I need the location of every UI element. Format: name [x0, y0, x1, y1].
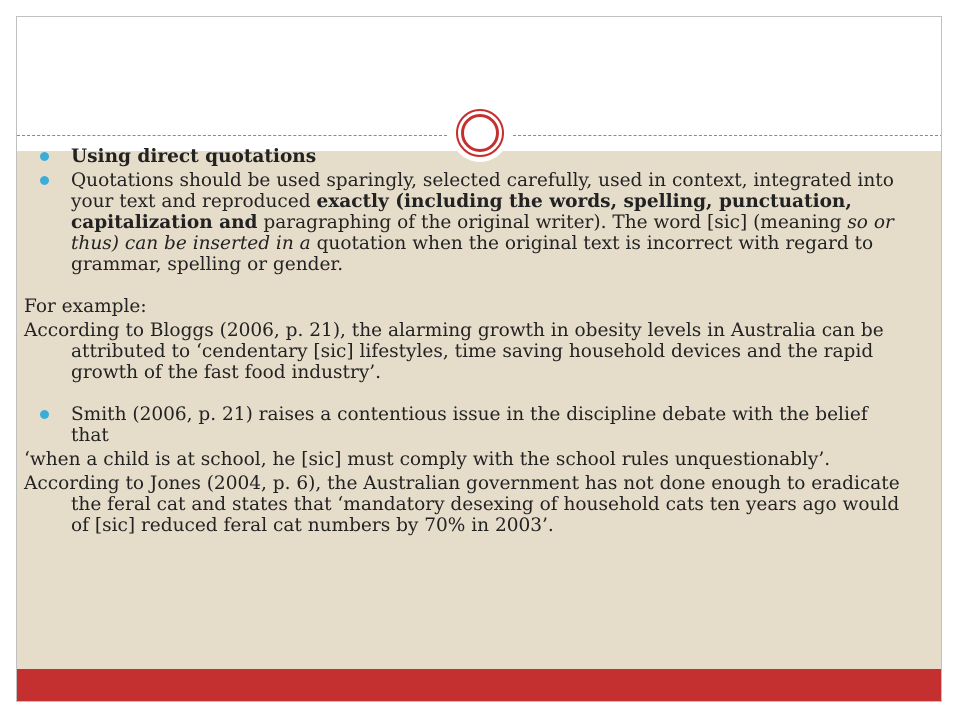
- bullet-dot-icon: [40, 176, 49, 185]
- quotation-rules-item: [24, 170, 904, 275]
- smith-item: [24, 404, 904, 446]
- divider-right: [513, 135, 942, 136]
- body-text: [24, 146, 904, 536]
- rules-text-a: Quotations should be used sparingly, selected carefully, used in context, integrated into your text and reproduced: [71, 170, 894, 212]
- rules-text-e: quotation when the original text is incorrect with regard to grammar, spelling or gender.: [71, 233, 874, 275]
- rules-text-c: paragraphing of the original writer). The word [sic] (meaning: [257, 212, 848, 233]
- rules-text-bold: exactly (including the words, spelling, punctuation, capitalization and: [71, 191, 852, 233]
- for-example-label: For example:: [24, 296, 147, 317]
- bullet-dot-icon: [40, 152, 49, 161]
- footer-bar: [17, 669, 942, 701]
- jones-example: According to Jones (2004, p. 6), the Australian government has not done enough to eradicate the feral cat and states that ‘mandatory desexing of household cats ten years ago would of [sic] reduced feral cat numbers by 70% in 2003’.: [24, 473, 900, 536]
- heading-text: Using direct quotations: [71, 146, 317, 167]
- bullet-dot-icon: [40, 410, 49, 419]
- bloggs-example: According to Bloggs (2006, p. 21), the alarming growth in obesity levels in Australia can be attributed to ‘cendentary [sic] lifestyles, time saving household devices and the rapid growth of the fast food industry’.: [24, 320, 884, 383]
- smith-text: Smith (2006, p. 21) raises a contentious issue in the discipline debate with the belief that: [71, 404, 868, 446]
- heading-item: [24, 146, 904, 167]
- divider-left: [17, 135, 447, 136]
- rules-text-italic: so or thus) can be inserted in a: [71, 212, 894, 254]
- smith-quote: ‘when a child is at school, he [sic] must comply with the school rules unquestionably’.: [24, 449, 831, 470]
